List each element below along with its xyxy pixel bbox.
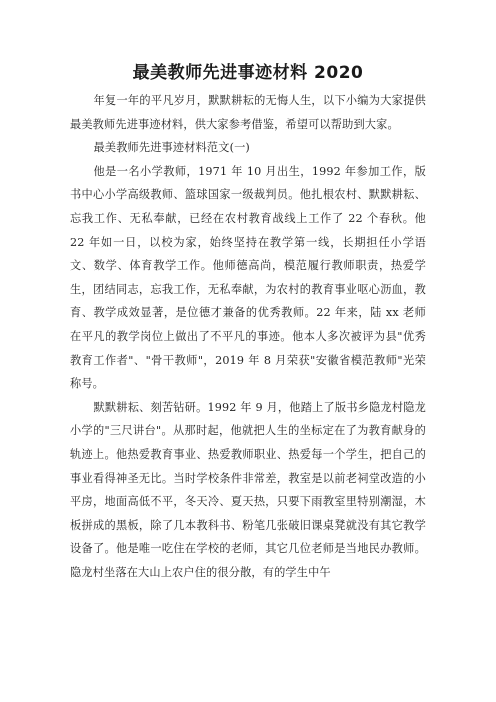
intro-paragraph: 年复一年的平凡岁月，默默耕耘的无悔人生，以下小编为大家提供最美教师先进事迹材料，供大家参考借鉴，希望可以帮助到大家。 (70, 94, 426, 131)
section-heading: 最美教师先进事迹材料范文(一) (93, 141, 250, 155)
body-paragraph-1: 他是一名小学教师，1971 年 10 月出生，1992 年参加工作，版书中心小学高级教师、篮球国家一级裁判员。他扎根农村、默默耕耘、忘我工作、无私奉献，已经在农村教育战线上工作了 22 个春秋。他 22 年如一日，以校为家，始终坚持在教学第一线，长期担任小学语文、数学、体育教学工作。他师德高尚，模范履行教师职责，热爱学生，团结同志，忘我工作，无私奉献，为农村的教育事业呕心沥血，教育、教学成效显著，是位德才兼备的优秀教师。22 年来，陆 xx 老师在平凡的教学岗位上做出了不平凡的事迹。他本人多次被评为县"优秀教育工作者"、"骨干教师"，2019 年 8 月荣获"安徽省模范教师"光荣称号。 (70, 164, 426, 391)
body-paragraph-2: 默默耕耘、刻苦钻研。1992 年 9 月，他踏上了版书乡隐龙村隐龙小学的"三尺讲台"。从那时起，他就把人生的坐标定在了为教育献身的轨迹上。他热爱教育事业、热爱教师职业、热爱每一个学生，把自己的事业看得神圣无比。当时学校条件非常差，教室是以前老祠堂改造的小平房，地面高低不平，冬天冷、夏天热，只要下雨教室里特别潮湿，木板拼成的黑板，除了几本教科书、粉笔几张破旧课桌凳就没有其它教学设备了。他是唯一吃住在学校的老师，其它几位老师是当地民办教师。隐龙村坐落在大山上农户住的很分散，有的学生中午 (70, 400, 426, 579)
document-title: 最美教师先进事迹材料 2020 (132, 63, 364, 83)
